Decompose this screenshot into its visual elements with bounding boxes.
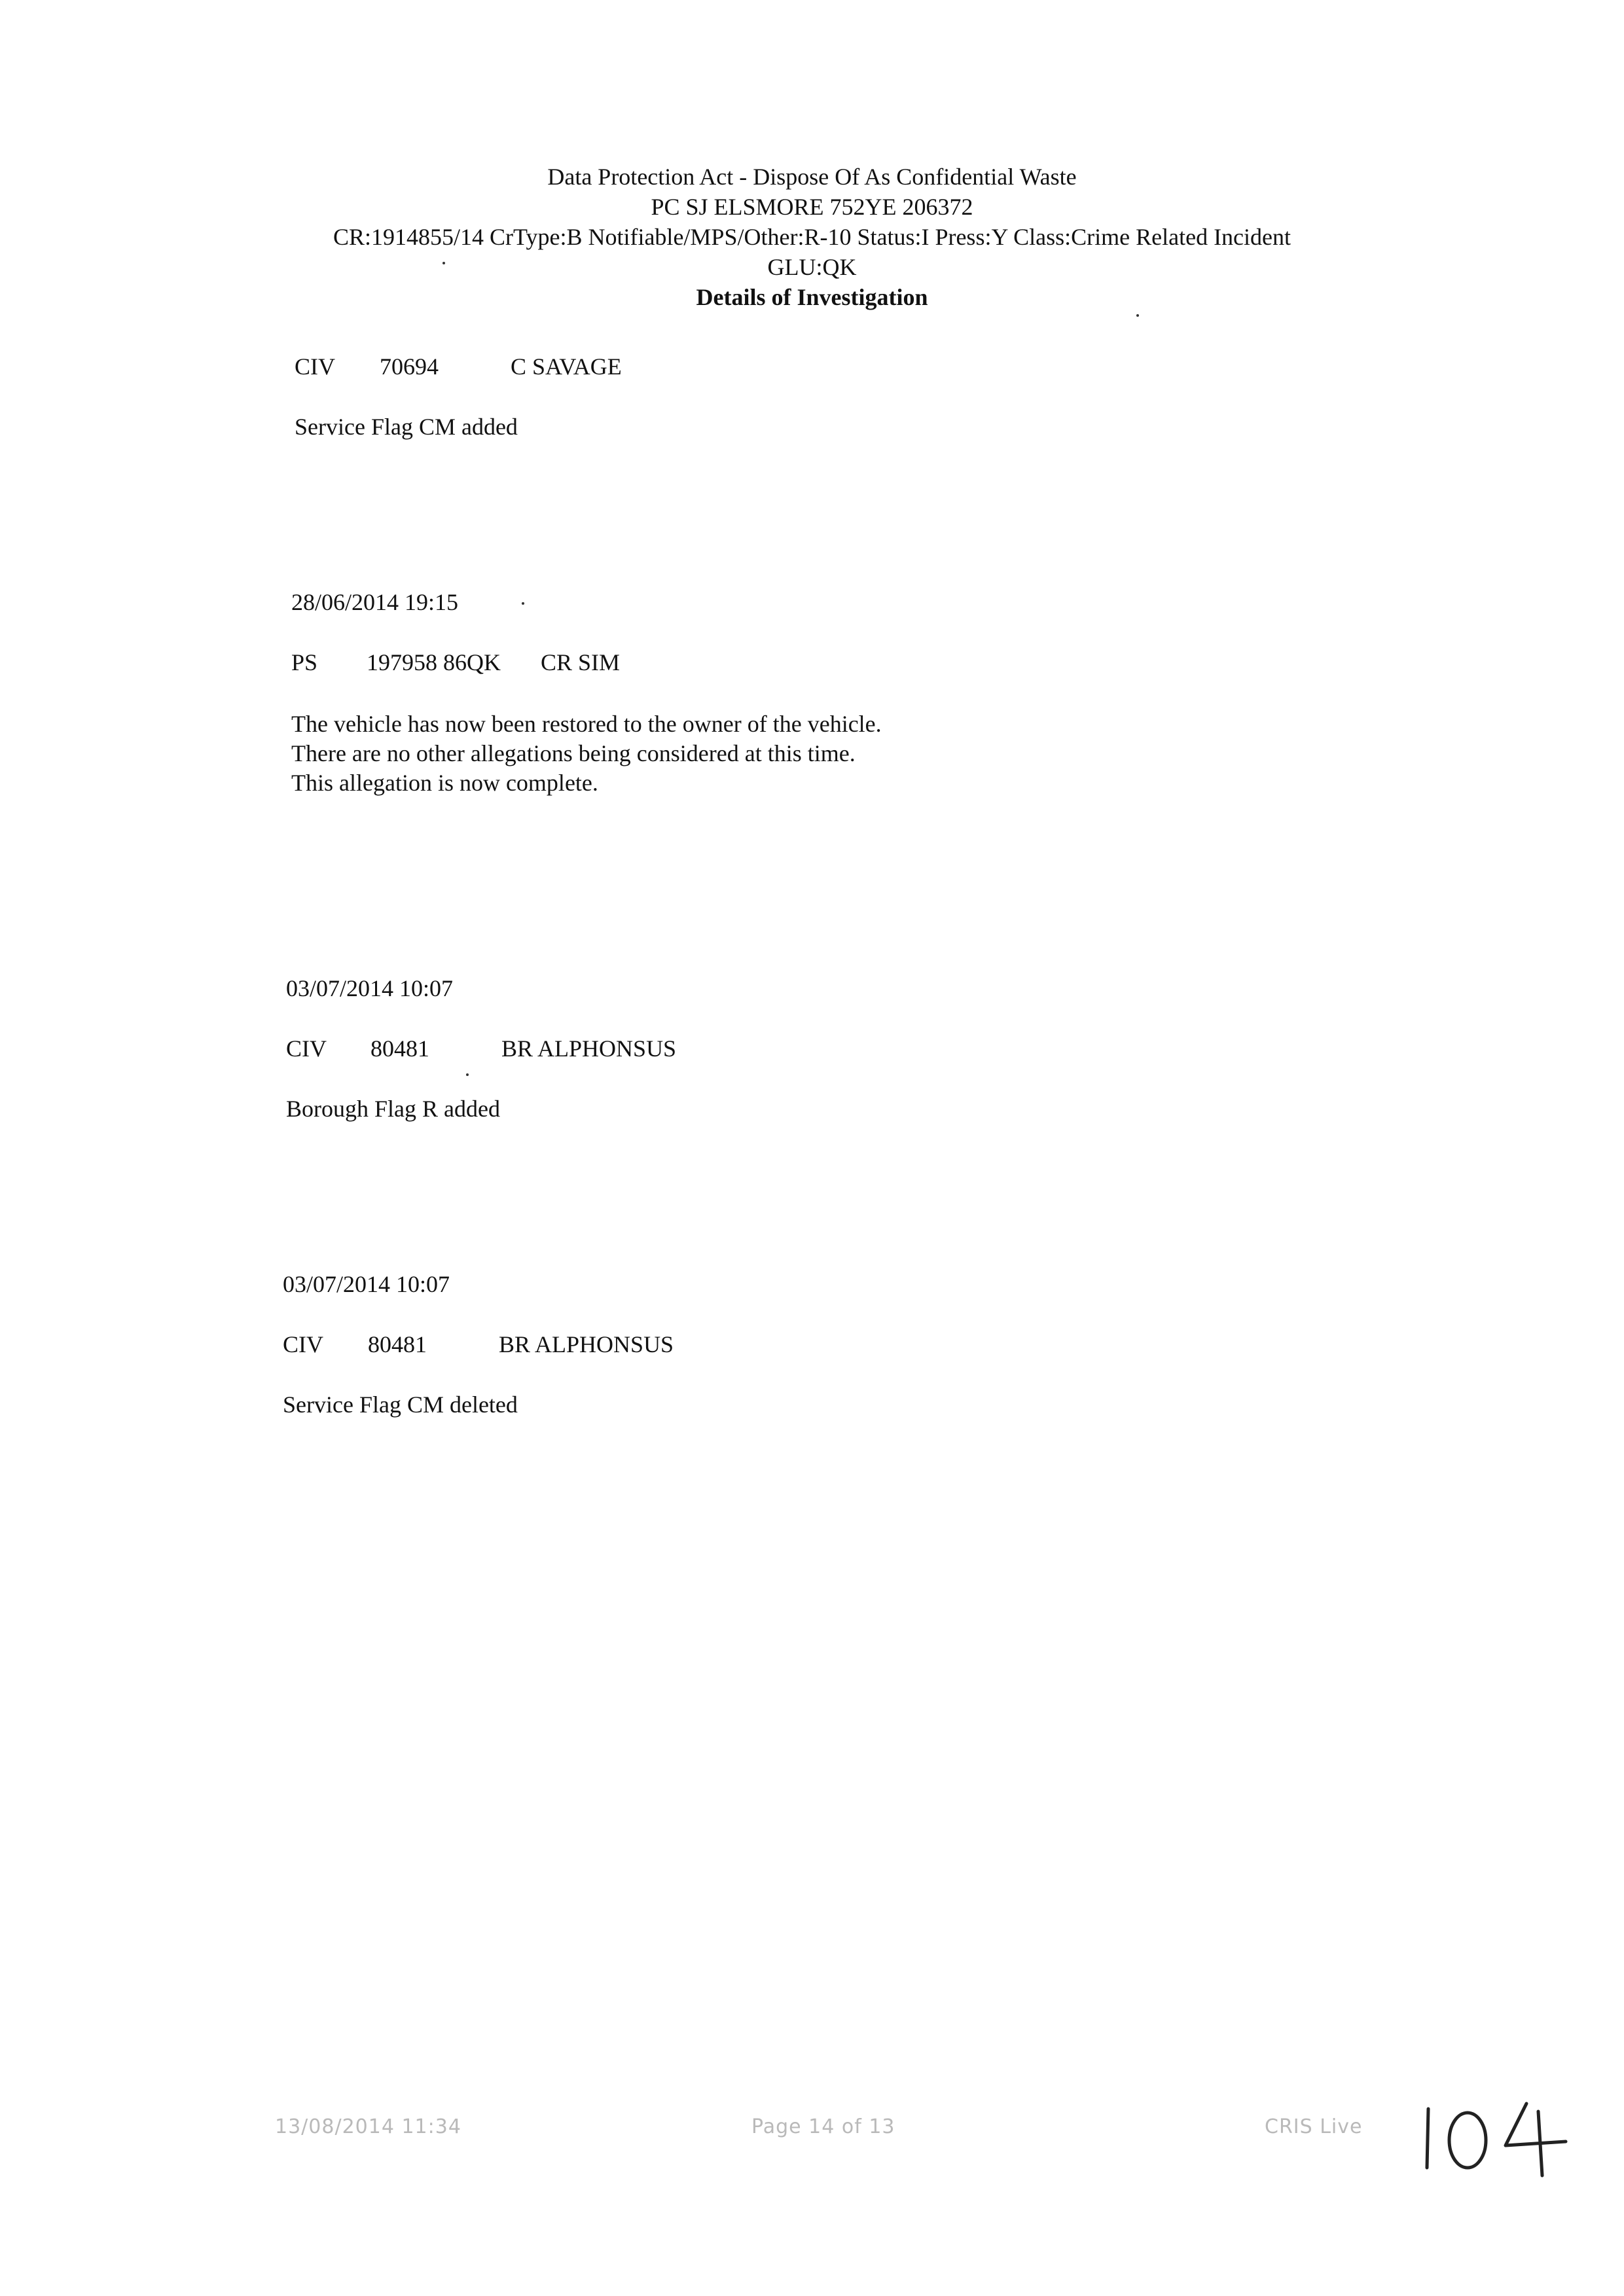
footer-printed-at: 13/08/2014 11:34: [275, 2115, 461, 2138]
page-title: Details of Investigation: [696, 284, 928, 310]
scan-speck: [466, 1073, 469, 1076]
entry-4-text-line-1: Service Flag CM deleted: [283, 1391, 518, 1418]
scan-speck: [522, 602, 524, 605]
entry-2-text-line-2: There are no other allegations being considered at this time.: [291, 740, 856, 766]
entry-2-text-line-1: The vehicle has now been restored to the owner of the vehicle.: [291, 711, 882, 737]
entry-3-number: 80481: [370, 1035, 429, 1062]
entry-1-number: 70694: [380, 353, 439, 380]
entry-1-text-line-1: Service Flag CM added: [295, 414, 518, 440]
scan-speck: [442, 262, 445, 264]
header-officer: PC SJ ELSMORE 752YE 206372: [651, 194, 973, 220]
footer-page-number: Page 14 of 13: [751, 2115, 895, 2138]
entry-2-timestamp: 28/06/2014 19:15: [291, 589, 459, 615]
scan-speck: [1136, 314, 1139, 317]
entry-3-rank: CIV: [286, 1035, 327, 1062]
entry-3-text-line-1: Borough Flag R added: [286, 1096, 500, 1122]
entry-3-name: BR ALPHONSUS: [501, 1035, 677, 1062]
entry-4-number: 80481: [368, 1331, 427, 1357]
entry-4-name: BR ALPHONSUS: [499, 1331, 674, 1357]
entry-2-text-line-3: This allegation is now complete.: [291, 770, 598, 796]
footer-system: CRIS Live: [1265, 2115, 1363, 2138]
handwritten-page-number: [1414, 2094, 1584, 2186]
entry-1-name: C SAVAGE: [511, 353, 622, 380]
entry-4-timestamp: 03/07/2014 10:07: [283, 1271, 450, 1297]
entry-4-rank: CIV: [283, 1331, 323, 1357]
entry-2-name: CR SIM: [541, 649, 621, 675]
entry-2-number: 197958 86QK: [367, 649, 501, 675]
header-crime-reference: CR:1914855/14 CrType:B Notifiable/MPS/Other:R-10 Status:I Press:Y Class:Crime Related Incident: [333, 224, 1291, 250]
entry-3-timestamp: 03/07/2014 10:07: [286, 975, 454, 1001]
header-glu: GLU:QK: [767, 254, 857, 280]
header-dpa-notice: Data Protection Act - Dispose Of As Confidential Waste: [547, 164, 1077, 190]
entry-1-rank: CIV: [295, 353, 335, 380]
entry-2-rank: PS: [291, 649, 318, 675]
